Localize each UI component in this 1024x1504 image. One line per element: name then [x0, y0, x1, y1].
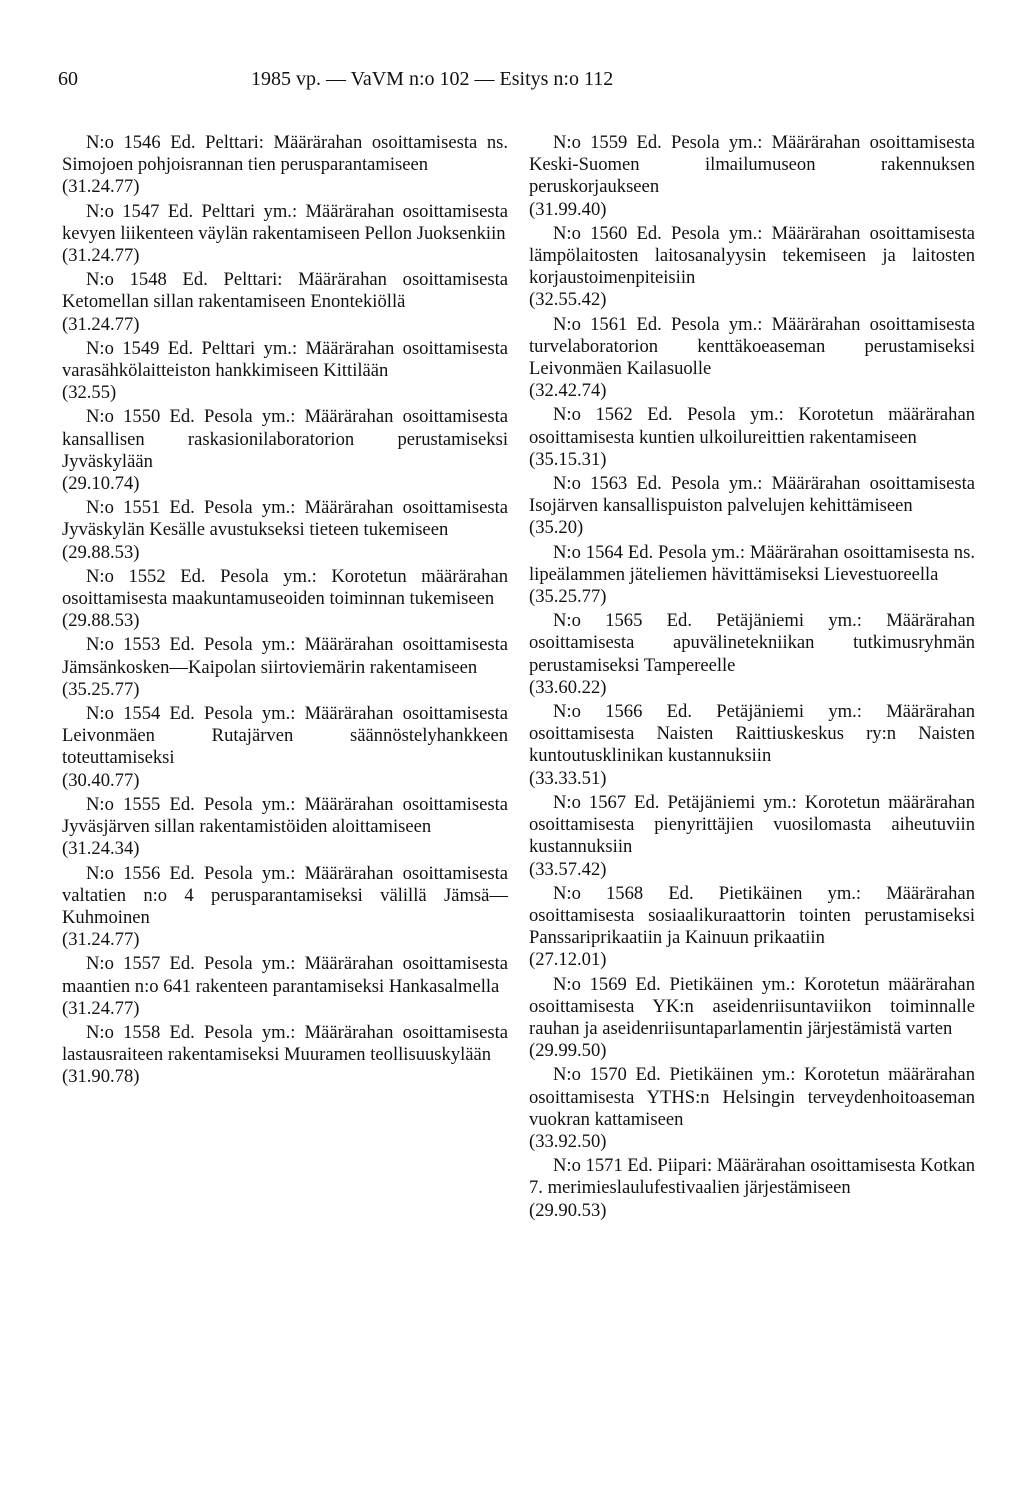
entry-reference: (29.88.53) — [62, 541, 140, 563]
list-item — [62, 634, 508, 701]
list-item — [529, 792, 975, 881]
entry-text: N:o 1554 Ed. Pesola ym.: Määrärahan osoittamisesta Leivonmäen Rutajärven säännöstelyhankkeen toteuttamiseksi — [62, 703, 508, 769]
entry-text: N:o 1567 Ed. Petäjäniemi ym.: Korotetun määrärahan osoittamisesta pienyrittäjien vuosilomasta aiheutuviin kustannuksiin — [529, 791, 975, 858]
entry-text: N:o 1547 Ed. Pelttari ym.: Määrärahan osoittamisesta kevyen liikenteen väylän rakentamiseen Pellon Juoksenkiin — [62, 200, 508, 244]
entry-reference: (32.55) — [62, 382, 117, 404]
entry-text: N:o 1564 Ed. Pesola ym.: Määrärahan osoittamisesta ns. lipeälammen jäteliemen hävittämiseksi Lievestuoreella — [529, 541, 975, 585]
entry-reference: (31.99.40) — [529, 198, 607, 220]
entry-reference: (31.90.78) — [62, 1066, 140, 1088]
entry-reference: (35.25.77) — [529, 586, 607, 608]
list-item — [62, 497, 508, 564]
list-item — [62, 953, 508, 1020]
entry-reference: (31.24.34) — [62, 838, 140, 860]
list-item — [62, 406, 508, 495]
entry-text: N:o 1546 Ed. Pelttari: Määrärahan osoittamisesta ns. Simojoen pohjoisrannan tien perusparantamiseen — [62, 132, 508, 176]
entry-text: N:o 1550 Ed. Pesola ym.: Määrärahan osoittamisesta kansallisen raskasionilaboratorion perustamiseksi Jyväskylään — [62, 406, 508, 472]
list-item — [529, 701, 975, 790]
entry-text: N:o 1552 Ed. Pesola ym.: Korotetun määrärahan osoittamisesta maakuntamuseoiden toiminnan tukemiseen — [62, 565, 508, 610]
entry-text: N:o 1571 Ed. Piipari: Määrärahan osoittamisesta Kotkan 7. merimieslaulufestivaalien järjestämiseen — [529, 1155, 975, 1199]
entry-text: N:o 1569 Ed. Pietikäinen ym.: Korotetun määrärahan osoittamisesta YK:n aseidenriisuntaviikon toiminnalle rauhan ja aseidenriisuntaparlamentin järjestämistä varten — [529, 973, 975, 1039]
list-item — [529, 610, 975, 699]
entry-reference: (33.92.50) — [529, 1130, 607, 1152]
list-item — [62, 863, 508, 952]
list-item — [62, 201, 508, 268]
left-column — [62, 132, 508, 1091]
entry-text: N:o 1566 Ed. Petäjäniemi ym.: Määrärahan osoittamisesta Naisten Raittiuskeskus ry:n Naisten kuntoutusklinikan kustannuksiin — [529, 701, 975, 767]
list-item — [529, 1155, 975, 1222]
entry-reference: (31.24.77) — [62, 313, 140, 335]
list-item — [529, 883, 975, 972]
entry-text: N:o 1565 Ed. Petäjäniemi ym.: Määrärahan osoittamisesta apuvälinetekniikan tutkimusryhmän perustamiseksi Tampereelle — [529, 610, 975, 676]
entry-text: N:o 1560 Ed. Pesola ym.: Määrärahan osoittamisesta lämpölaitosten laitosanalyysin tekemiseen ja laitosten korjaustoimenpiteisiin — [529, 222, 975, 289]
entry-reference: (29.99.50) — [529, 1040, 607, 1062]
list-item — [529, 542, 975, 609]
list-item — [62, 794, 508, 861]
list-item — [529, 132, 975, 221]
running-title: 1985 vp. — VaVM n:o 102 — Esitys n:o 112 — [251, 68, 614, 90]
entry-reference: (29.10.74) — [62, 473, 140, 495]
entry-reference: (33.60.22) — [529, 676, 607, 698]
entry-reference: (32.42.74) — [529, 380, 607, 402]
entry-text: N:o 1549 Ed. Pelttari ym.: Määrärahan osoittamisesta varasähkölaitteiston hankkimiseen Kittilään — [62, 337, 508, 382]
entry-text: N:o 1563 Ed. Pesola ym.: Määrärahan osoittamisesta Isojärven kansallispuiston palvelujen kehittämiseen — [529, 473, 975, 517]
list-item — [529, 974, 975, 1063]
entry-reference: (31.24.77) — [62, 245, 140, 267]
list-item — [529, 314, 975, 403]
entry-reference: (33.33.51) — [529, 767, 607, 789]
entry-reference: (29.88.53) — [62, 610, 140, 632]
list-item — [62, 1022, 508, 1089]
entry-reference: (31.24.77) — [62, 997, 140, 1019]
entry-text: N:o 1561 Ed. Pesola ym.: Määrärahan osoittamisesta turvelaboratorion kenttäkoeaseman perustamiseksi Leivonmäen Kailasuolle — [529, 313, 975, 380]
entry-text: N:o 1553 Ed. Pesola ym.: Määrärahan osoittamisesta Jämsänkosken—Kaipolan siirtoviemärin rakentamiseen — [62, 634, 508, 678]
entry-reference: (35.25.77) — [62, 678, 140, 700]
entry-text: N:o 1548 Ed. Pelttari: Määrärahan osoittamisesta Ketomellan sillan rakentamiseen Enontekiöllä — [62, 269, 508, 313]
list-item — [62, 269, 508, 336]
entry-reference: (32.55.42) — [529, 289, 607, 311]
list-item — [529, 473, 975, 540]
entry-text: N:o 1557 Ed. Pesola ym.: Määrärahan osoittamisesta maantien n:o 641 rakenteen parantamiseksi Hankasalmella — [62, 953, 508, 997]
entry-text: N:o 1562 Ed. Pesola ym.: Korotetun määrärahan osoittamisesta kuntien ulkoilureittien rakentamiseen — [529, 404, 975, 448]
entry-text: N:o 1558 Ed. Pesola ym.: Määrärahan osoittamisesta lastausraiteen rakentamiseksi Muuramen teollisuuskylään — [62, 1021, 508, 1066]
entry-reference: (35.20) — [529, 517, 584, 539]
list-item — [529, 223, 975, 312]
entry-text: N:o 1551 Ed. Pesola ym.: Määrärahan osoittamisesta Jyväskylän Kesälle avustukseksi tieteen tukemiseen — [62, 497, 508, 541]
right-column — [529, 132, 975, 1224]
entry-reference: (27.12.01) — [529, 949, 607, 971]
page-header — [58, 66, 964, 92]
entry-text: N:o 1559 Ed. Pesola ym.: Määrärahan osoittamisesta Keski-Suomen ilmailumuseon rakennuksen peruskorjaukseen — [529, 132, 975, 198]
list-item — [62, 132, 508, 199]
entry-reference: (33.57.42) — [529, 858, 607, 880]
entry-reference: (30.40.77) — [62, 769, 140, 791]
entry-reference: (35.15.31) — [529, 448, 607, 470]
entry-reference: (29.90.53) — [529, 1199, 607, 1221]
page-number: 60 — [58, 68, 78, 90]
entry-reference: (31.24.77) — [62, 929, 140, 951]
entry-reference: (31.24.77) — [62, 176, 140, 198]
list-item — [62, 566, 508, 633]
list-item — [529, 404, 975, 471]
entry-text: N:o 1570 Ed. Pietikäinen ym.: Korotetun määrärahan osoittamisesta YTHS:n Helsingin terveydenhoitoaseman vuokran kattamiseen — [529, 1064, 975, 1130]
entry-text: N:o 1568 Ed. Pietikäinen ym.: Määrärahan osoittamisesta sosiaalikuraattorin tointen perustamiseksi Panssariprikaatiin ja Kainuun prikaatiin — [529, 882, 975, 949]
list-item — [62, 703, 508, 792]
entry-text: N:o 1555 Ed. Pesola ym.: Määrärahan osoittamisesta Jyväsjärven sillan rakentamistöiden aloittamiseen — [62, 793, 508, 838]
entry-text: N:o 1556 Ed. Pesola ym.: Määrärahan osoittamisesta valtatien n:o 4 perusparantamiseksi välillä Jämsä—Kuhmoinen — [62, 862, 508, 928]
list-item — [62, 338, 508, 405]
list-item — [529, 1064, 975, 1153]
